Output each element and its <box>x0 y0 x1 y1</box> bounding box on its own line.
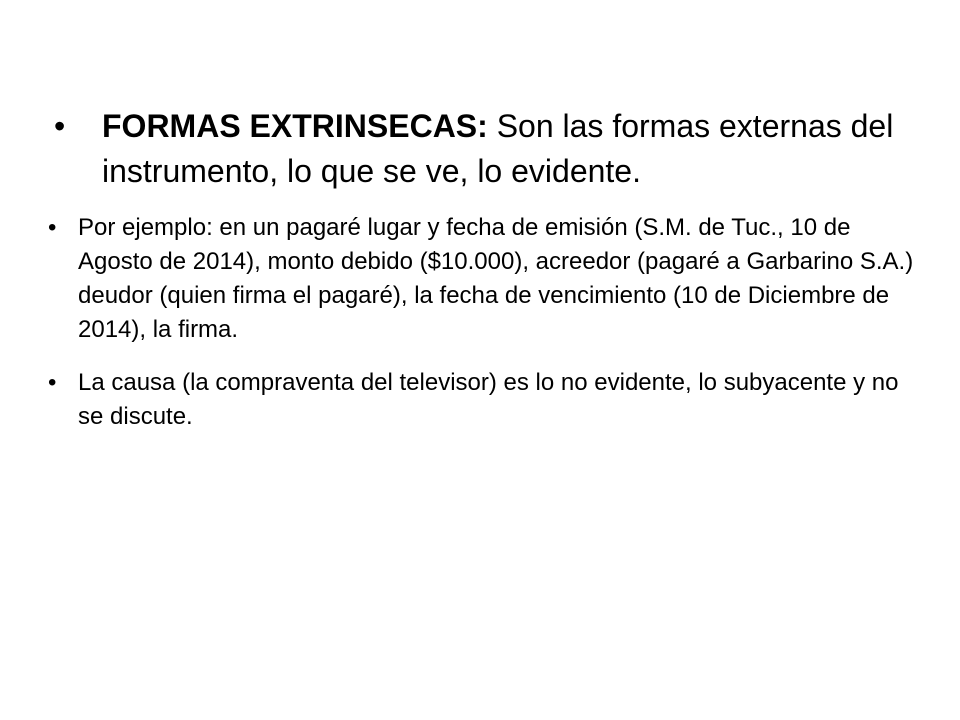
bullet-body: La causa (la compraventa del televisor) es lo no evidente, lo subyacente y no se discute. <box>78 369 899 430</box>
bullet-heading: FORMAS EXTRINSECAS: <box>102 108 488 144</box>
bullet-dot-icon: • <box>54 108 66 144</box>
bullet-dot-icon: • <box>48 369 57 396</box>
bullet-body: Son las formas externas del instrumento, lo que se ve, lo evidente. <box>102 108 894 189</box>
bullet-list <box>48 104 928 434</box>
bullet-dot-icon: • <box>48 214 57 241</box>
bullet-item-formas-extrinsecas <box>48 104 928 194</box>
bullet-body: Por ejemplo: en un pagaré lugar y fecha de emisión (S.M. de Tuc., 10 de Agosto de 2014), monto debido ($10.000), acreedor (pagaré a Garbarino S.A.) deudor (quien firma el pagaré), la fecha de vencimiento (10 de Diciembre de 2014), la firma. <box>78 214 914 343</box>
bullet-text <box>78 104 928 194</box>
bullet-item-causa <box>48 366 928 434</box>
bullet-item-ejemplo <box>48 211 928 347</box>
